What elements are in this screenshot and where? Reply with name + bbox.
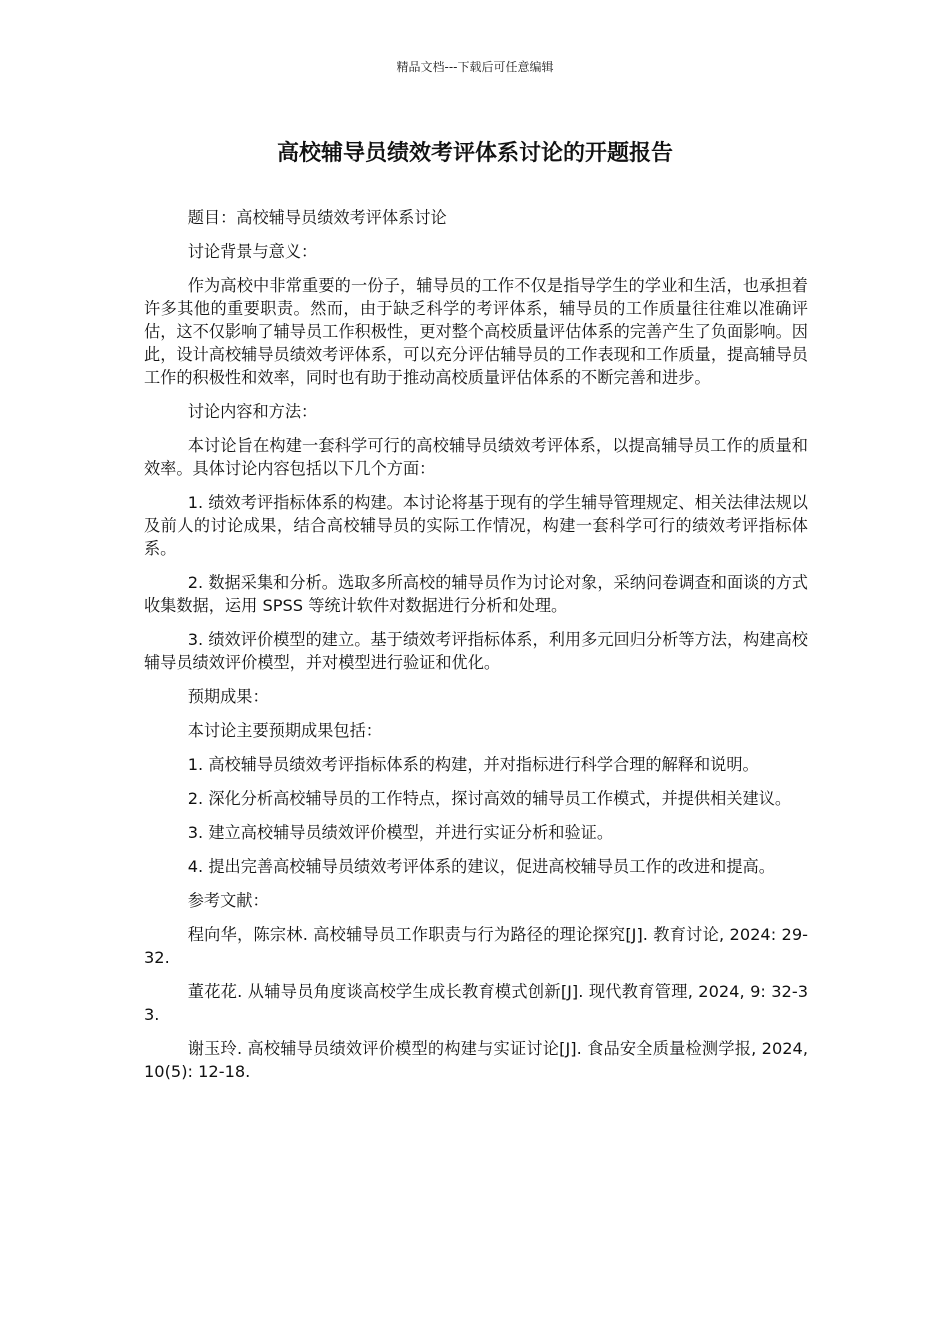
document-body — [144, 206, 808, 1094]
reference-2: 董花花. 从辅导员角度谈高校学生成长教育模式创新[J]. 现代教育管理, 2024, 9: 32-33. — [144, 982, 808, 1024]
topic-line: 题目：高校辅导员绩效考评体系讨论 — [187, 208, 447, 227]
content-item-3: 3. 绩效评价模型的建立。基于绩效考评指标体系，利用多元回归分析等方法，构建高校辅导员绩效评价模型，并对模型进行验证和优化。 — [144, 630, 808, 672]
content-item-1: 1. 绩效考评指标体系的构建。本讨论将基于现有的学生辅导管理规定、相关法律法规以及前人的讨论成果，结合高校辅导员的实际工作情况，构建一套科学可行的绩效考评指标体系。 — [144, 493, 808, 558]
section-heading-expected-results: 预期成果： — [187, 687, 269, 706]
content-item-2: 2. 数据采集和分析。选取多所高校的辅导员作为讨论对象，采纳问卷调查和面谈的方式收集数据，运用 SPSS 等统计软件对数据进行分析和处理。 — [144, 573, 808, 615]
document-title: 高校辅导员绩效考评体系讨论的开题报告 — [276, 141, 673, 166]
expected-results-intro: 本讨论主要预期成果包括： — [187, 721, 382, 740]
expected-result-2: 2. 深化分析高校辅导员的工作特点，探讨高效的辅导员工作模式，并提供相关建议。 — [187, 789, 792, 808]
section-heading-background: 讨论背景与意义： — [187, 242, 318, 261]
section-heading-references: 参考文献： — [187, 891, 269, 910]
expected-result-3: 3. 建立高校辅导员绩效评价模型，并进行实证分析和验证。 — [187, 823, 614, 842]
reference-1: 程向华，陈宗林. 高校辅导员工作职责与行为路径的理论探究[J]. 教育讨论, 2024: 29-32. — [144, 925, 808, 967]
background-paragraph: 作为高校中非常重要的一份子，辅导员的工作不仅是指导学生的学业和生活，也承担着许多其他的重要职责。然而，由于缺乏科学的考评体系，辅导员的工作质量往往难以准确评估，这不仅影响了辅导员工作积极性，更对整个高校质量评估体系的完善产生了负面影响。因此，设计高校辅导员绩效考评体系，可以充分评估辅导员的工作表现和工作质量，提高辅导员工作的积极性和效率，同时也有助于推动高校质量评估体系的不断完善和进步。 — [144, 276, 808, 387]
page-header-watermark: 精品文档---下载后可任意编辑 — [396, 60, 554, 74]
content-intro-paragraph: 本讨论旨在构建一套科学可行的高校辅导员绩效考评体系，以提高辅导员工作的质量和效率。具体讨论内容包括以下几个方面： — [144, 436, 808, 478]
expected-result-1: 1. 高校辅导员绩效考评指标体系的构建，并对指标进行科学合理的解释和说明。 — [187, 755, 759, 774]
section-heading-content-methods: 讨论内容和方法： — [187, 402, 318, 421]
reference-3: 谢玉玲. 高校辅导员绩效评价模型的构建与实证讨论[J]. 食品安全质量检测学报, 2024, 10(5): 12-18. — [144, 1039, 808, 1081]
expected-result-4: 4. 提出完善高校辅导员绩效考评体系的建议，促进高校辅导员工作的改进和提高。 — [187, 857, 775, 876]
